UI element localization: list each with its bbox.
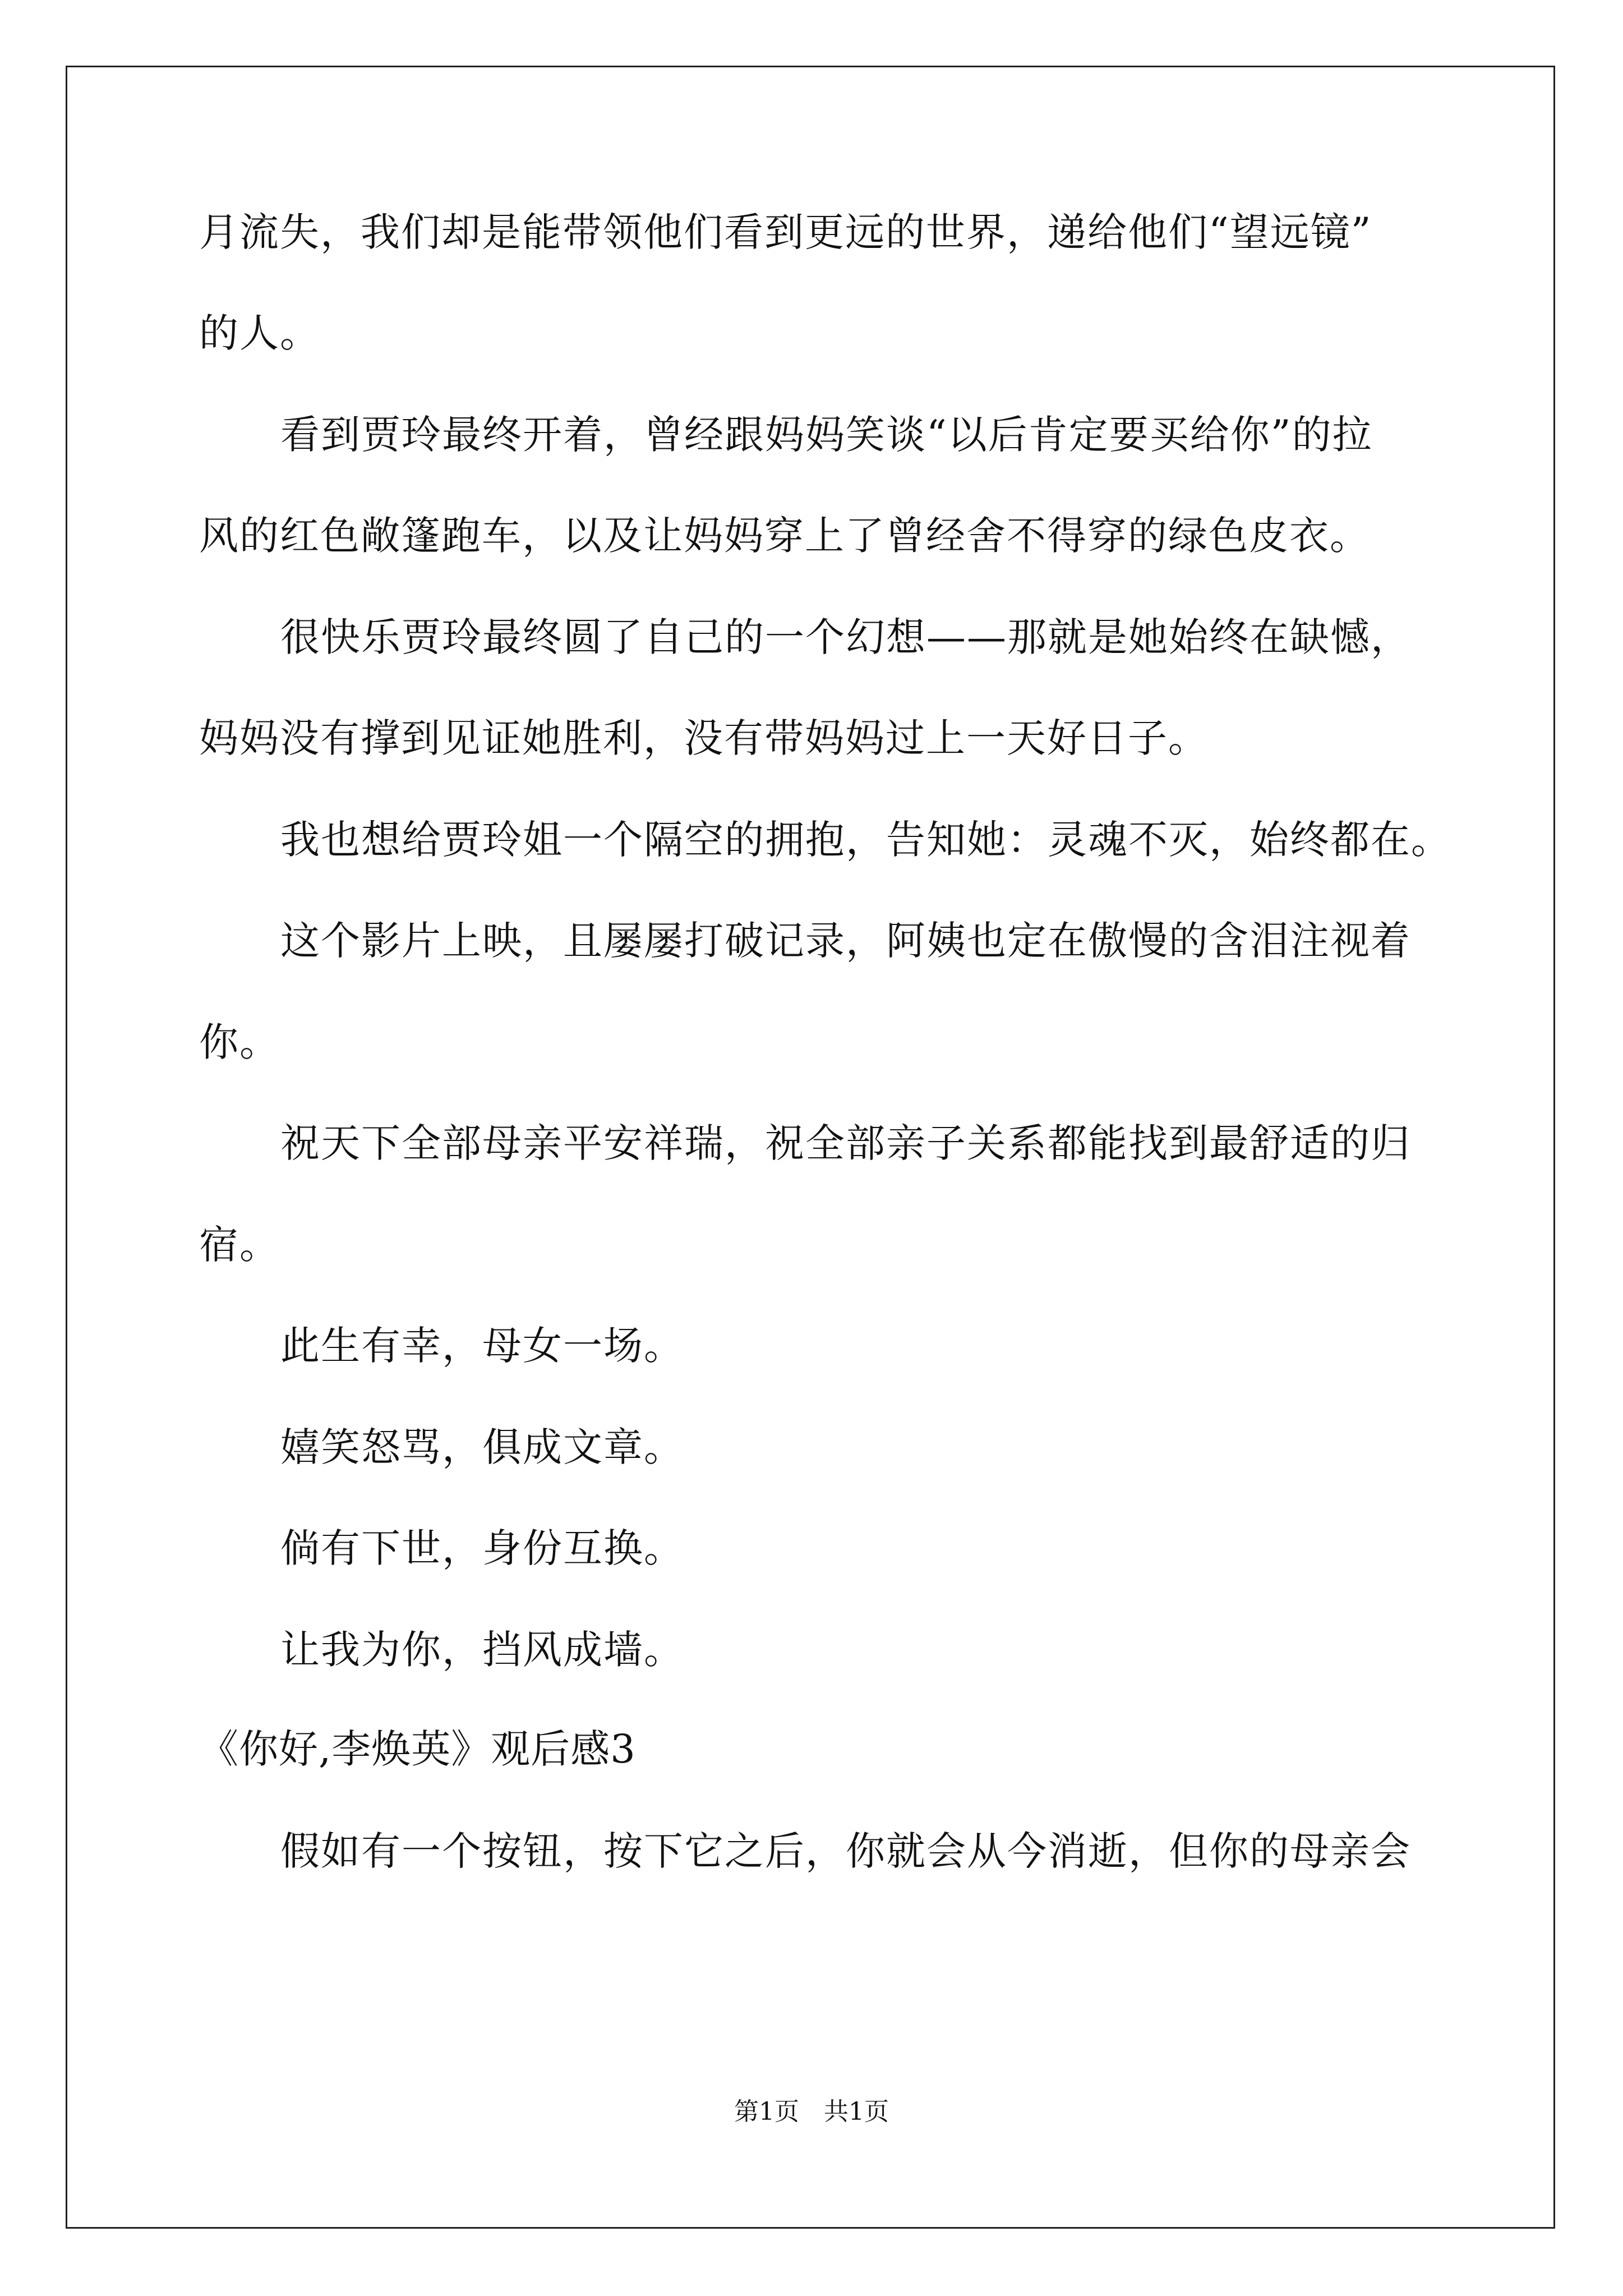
paragraph-line: 很快乐贾玲最终圆了自己的一个幻想——那就是她始终在缺憾， <box>280 614 1411 660</box>
paragraph-line: 祝天下全部母亲平安祥瑞，祝全部亲子关系都能找到最舒适的归 <box>280 1120 1411 1166</box>
paragraph-line: 看到贾玲最终开着，曾经跟妈妈笑谈“以后肯定要买给你”的拉 <box>280 412 1373 458</box>
paragraph-line: 倘有下世，身份互换。 <box>280 1525 684 1571</box>
paragraph-line: 我也想给贾玲姐一个隔空的拥抱，告知她：灵魂不灭，始终都在。 <box>280 817 1451 863</box>
paragraph-line: 让我为你，挡风成墙。 <box>280 1627 684 1673</box>
paragraph-line: 月流失，我们却是能带领他们看到更远的世界，递给他们“望远镜” <box>199 209 1372 255</box>
paragraph-line: 妈妈没有撑到见证她胜利，没有带妈妈过上一天好日子。 <box>199 715 1209 761</box>
paragraph-line: 你。 <box>199 1019 280 1065</box>
paragraph-line: 这个影片上映，且屡屡打破记录，阿姨也定在傲慢的含泪注视着 <box>280 918 1411 964</box>
page-footer: 第1页 共1页 <box>734 2097 889 2126</box>
paragraph-line: 宿。 <box>199 1222 280 1268</box>
paragraph-line: 风的红色敞篷跑车，以及让妈妈穿上了曾经舍不得穿的绿色皮衣。 <box>199 513 1370 559</box>
paragraph-line: 的人。 <box>199 310 320 356</box>
paragraph-line: 假如有一个按钮，按下它之后，你就会从今消逝，但你的母亲会 <box>280 1828 1411 1874</box>
section-heading: 《你好,李焕英》观后感3 <box>199 1726 636 1772</box>
paragraph-line: 此生有幸，母女一场。 <box>280 1323 684 1369</box>
paragraph-line: 嬉笑怒骂，俱成文章。 <box>280 1424 684 1470</box>
